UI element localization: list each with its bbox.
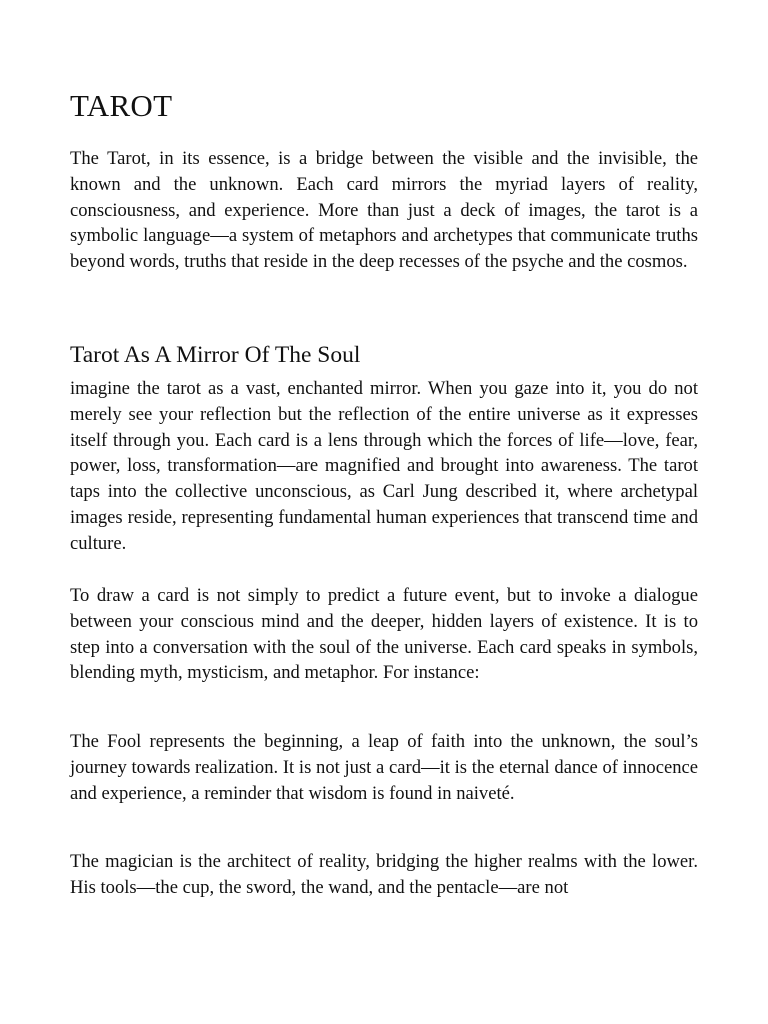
page-title: TAROT bbox=[70, 88, 173, 123]
intro-paragraph: The Tarot, in its essence, is a bridge between the visible and the invisible, the known and the unknown. Each card mirrors the myriad layers of reality, consciousness, and experience. More than just a deck of images, the tarot is a symbolic language—a system of metaphors and archetypes that communicate truths beyond words, truths that reside in the deep recesses of the psyche and the cosmos. bbox=[70, 148, 698, 273]
body-paragraph: The Fool represents the beginning, a leap of faith into the unknown, the soul’s journey towards realization. It is not just a card—it is the eternal dance of innocence and experience, a reminder that wisdom is found in naiveté. bbox=[70, 731, 698, 804]
body-paragraph: To draw a card is not simply to predict a future event, but to invoke a dialogue between your conscious mind and the deeper, hidden layers of existence. It is to step into a conversation with the soul of the universe. Each card speaks in symbols, blending myth, mysticism, and metaphor. For instance: bbox=[70, 585, 698, 684]
section-heading: Tarot As A Mirror Of The Soul bbox=[70, 342, 361, 368]
body-paragraph: imagine the tarot as a vast, enchanted mirror. When you gaze into it, you do not merely see your reflection but the reflection of the entire universe as it expresses itself through you. Each card is a lens through which the forces of life—love, fear, power, loss, transformation—are magnified and brought into awareness. The tarot taps into the collective unconscious, as Carl Jung described it, where archetypal images reside, representing fundamental human experiences that transcend time and culture. bbox=[70, 378, 698, 554]
body-paragraph: The magician is the architect of reality, bridging the higher realms with the lower. His tools—the cup, the sword, the wand, and the pentacle—are not bbox=[70, 851, 698, 898]
